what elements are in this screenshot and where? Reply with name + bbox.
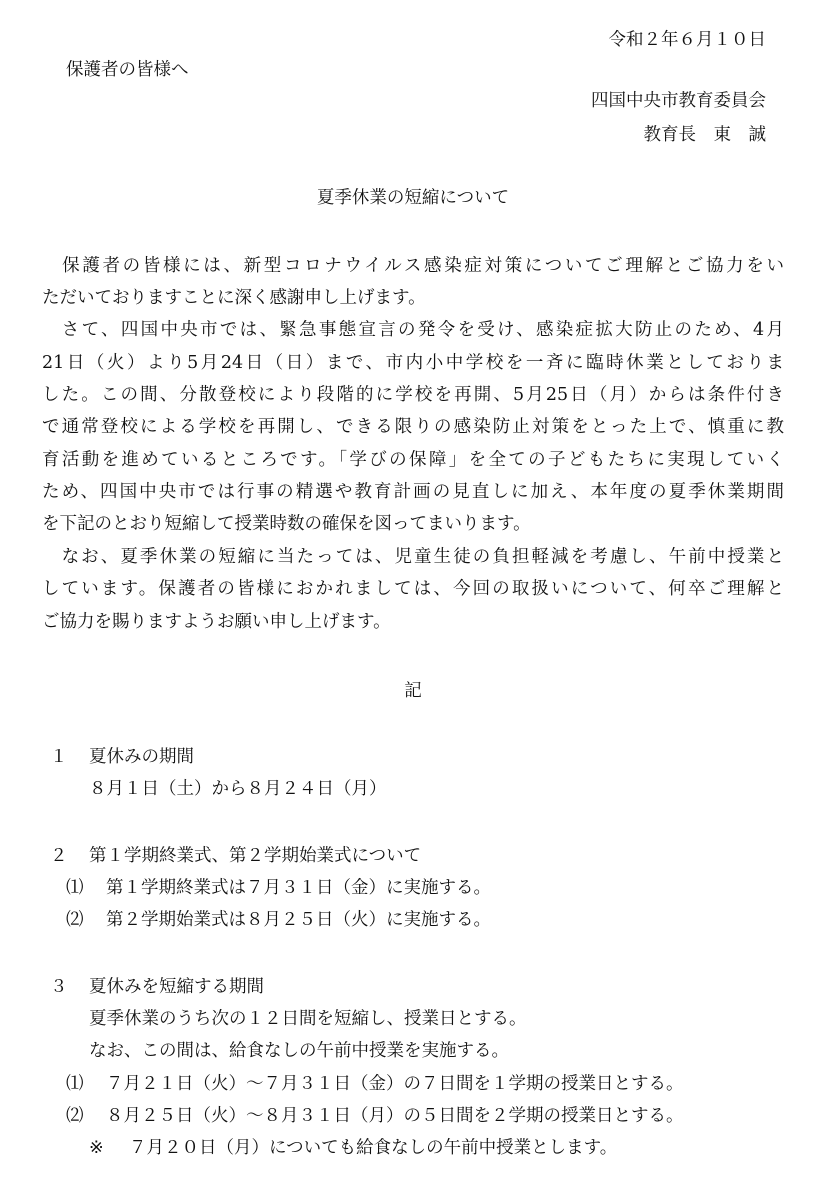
sender-organization: 四国中央市教育委員会	[591, 91, 766, 111]
recipient-line: 保護者の皆様へ	[66, 60, 189, 80]
body-line: で通常登校による学校を再開し、できる限りの感染防止対策をとった上で、慎重に教	[42, 417, 784, 437]
body-line: 保護者の皆様には、新型コロナウイルス感染症対策についてご理解とご協力をい	[42, 256, 784, 276]
list-item: ８月２５日（火）～８月３１日（月）の５日間を２学期の授業日とする。	[106, 1106, 684, 1126]
document-title: 夏季休業の短縮について	[316, 188, 510, 208]
item-marker: ⑴	[66, 878, 84, 898]
body-line: 21日（火）より5月24日（日）まで、市内小中学校を一斉に臨時休業としておりま	[42, 353, 784, 373]
section-heading: 夏休みの期間	[89, 747, 194, 767]
body-line: した。この間、分散登校により段階的に学校を再開、5月25日（月）からは条件付き	[42, 385, 784, 405]
body-line: ご協力を賜りますようお願い申し上げます。	[42, 612, 391, 632]
item-marker: ⑵	[66, 910, 84, 930]
section-text: 夏季休業のうち次の１２日間を短縮し、授業日とする。	[89, 1009, 527, 1029]
list-item: 第２学期始業式は８月２５日（火）に実施する。	[106, 910, 491, 930]
body-line: を下記のとおり短縮して授業時数の確保を図ってまいります。	[42, 514, 531, 534]
issue-date: 令和２年６月１０日	[608, 30, 766, 50]
item-marker: ⑵	[66, 1106, 84, 1126]
item-marker: ⑴	[66, 1074, 84, 1094]
note-text: ７月２０日（月）についても給食なしの午前中授業とします。	[129, 1138, 618, 1158]
body-line: さて、四国中央市では、緊急事態宣言の発令を受け、感染症拡大防止のため、4月	[42, 320, 784, 340]
section-number: ２	[50, 846, 68, 866]
body-line: しています。保護者の皆様におかれましては、今回の取扱いについて、何卒ご理解と	[42, 579, 784, 599]
sender-name: 教育長 東 誠	[643, 125, 766, 145]
list-item: ７月２１日（火）～７月３１日（金）の７日間を１学期の授業日とする。	[106, 1074, 684, 1094]
body-line: ため、四国中央市では行事の精選や教育計画の見直しに加え、本年度の夏季休業期間	[42, 482, 784, 502]
list-item: 第１学期終業式は７月３１日（金）に実施する。	[106, 878, 491, 898]
section-number: １	[50, 747, 68, 767]
note-marker: ※	[89, 1138, 104, 1158]
body-line: ただいておりますことに深く感謝申し上げます。	[42, 288, 426, 308]
body-line: 育活動を進めているところです。「学びの保障」を全ての子どもたちに実現していく	[42, 450, 784, 470]
section-text: ８月１日（土）から８月２４日（月）	[89, 779, 387, 799]
section-heading: 夏休みを短縮する期間	[89, 977, 264, 997]
body-line: なお、夏季休業の短縮に当たっては、児童生徒の負担軽減を考慮し、午前中授業と	[42, 547, 784, 567]
section-number: ３	[50, 977, 68, 997]
section-text: なお、この間は、給食なしの午前中授業を実施する。	[89, 1041, 509, 1061]
ki-heading: 記	[404, 681, 422, 701]
section-heading: 第１学期終業式、第２学期始業式について	[89, 846, 422, 866]
